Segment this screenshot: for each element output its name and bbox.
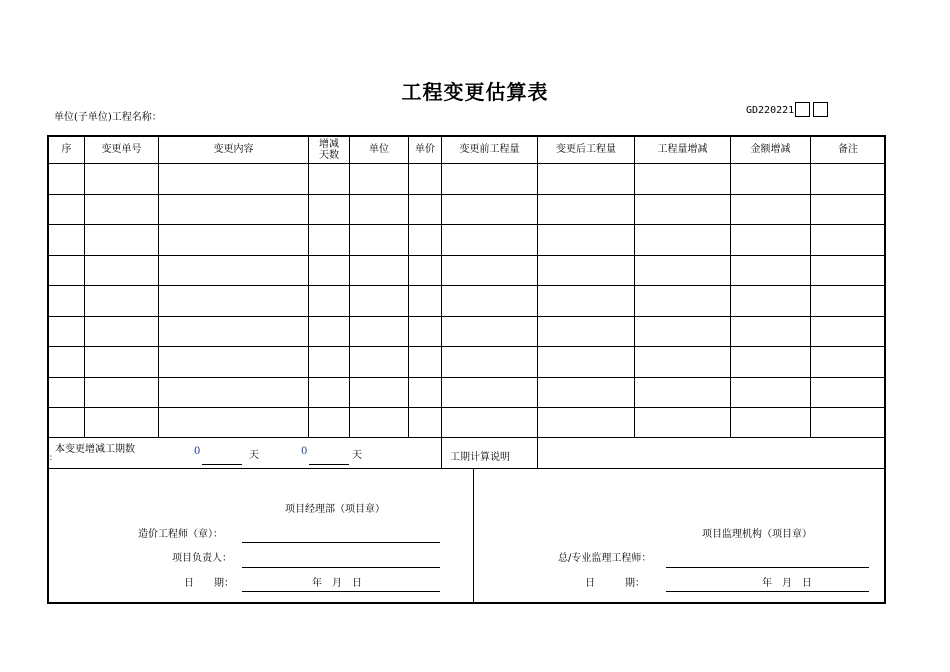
form-code: GD220221 xyxy=(746,105,795,116)
col-line xyxy=(308,136,309,437)
signature-divider xyxy=(473,468,474,603)
supervisor-line[interactable] xyxy=(666,567,869,568)
row-line xyxy=(48,316,885,317)
header-change-no: 变更单号 xyxy=(101,144,142,155)
col-line xyxy=(810,136,811,437)
col-line xyxy=(634,136,635,437)
row-line xyxy=(48,255,885,256)
col-line xyxy=(158,136,159,437)
days-unit-2: 天 xyxy=(352,450,362,461)
project-name-label: 单位(子单位)工程名称： xyxy=(54,112,162,123)
form-title: 工程变更估算表 xyxy=(401,80,549,104)
pm-dept-seal: 项目经理部（项目章） xyxy=(285,504,385,515)
project-lead-label: 项目负责人： xyxy=(172,553,232,564)
col-line xyxy=(441,136,442,468)
header-unit: 单位 xyxy=(369,144,389,155)
cost-engineer-label: 造价工程师（章）： xyxy=(138,529,223,540)
col-line xyxy=(349,136,350,437)
right-date-format: 年 月 日 xyxy=(762,578,812,589)
row-line xyxy=(48,437,885,438)
days-unit-1: 天 xyxy=(249,450,259,461)
project-lead-line[interactable] xyxy=(242,567,440,568)
col-line xyxy=(730,136,731,437)
row-line xyxy=(48,468,885,469)
days-underline-1 xyxy=(202,464,242,465)
calc-note-label: 工期计算说明 xyxy=(450,452,510,463)
supervisor-label: 总/专业监理工程师： xyxy=(558,553,652,564)
left-date-line[interactable] xyxy=(242,591,440,592)
row-line xyxy=(48,285,885,286)
header-qty-before: 变更前工程量 xyxy=(459,144,520,155)
header-remarks: 备注 xyxy=(838,144,858,155)
header-change-content: 变更内容 xyxy=(213,144,254,155)
row-line xyxy=(48,407,885,408)
supervision-dept-seal: 项目监理机构（项目章） xyxy=(702,529,812,540)
code-box-2[interactable] xyxy=(813,102,828,117)
days-underline-2 xyxy=(309,464,349,465)
days-value-2[interactable]: 0 xyxy=(301,446,308,457)
col-line xyxy=(537,136,538,468)
row-line xyxy=(48,224,885,225)
right-date-line[interactable] xyxy=(666,591,869,592)
row-line xyxy=(48,194,885,195)
col-line xyxy=(408,136,409,437)
col-line xyxy=(84,136,85,437)
header-unit-price: 单价 xyxy=(415,144,435,155)
header-qty-change: 工程量增减 xyxy=(657,144,708,155)
code-box-1[interactable] xyxy=(795,102,810,117)
header-amount-change: 金额增减 xyxy=(750,144,791,155)
days-change-colon: ： xyxy=(49,453,57,462)
header-seq: 序 xyxy=(61,144,72,155)
right-date-label: 日 期： xyxy=(585,578,645,589)
cost-engineer-line[interactable] xyxy=(242,542,440,543)
left-date-label: 日 期： xyxy=(184,578,234,589)
days-change-label: 本变更增减工期数 xyxy=(55,444,135,455)
row-line xyxy=(48,377,885,378)
header-days: 增减 天数 xyxy=(319,138,339,161)
row-line xyxy=(48,346,885,347)
header-qty-after: 变更后工程量 xyxy=(556,144,616,155)
days-value-1[interactable]: 0 xyxy=(194,446,201,457)
left-date-format: 年 月 日 xyxy=(312,578,362,589)
row-line xyxy=(48,163,885,164)
